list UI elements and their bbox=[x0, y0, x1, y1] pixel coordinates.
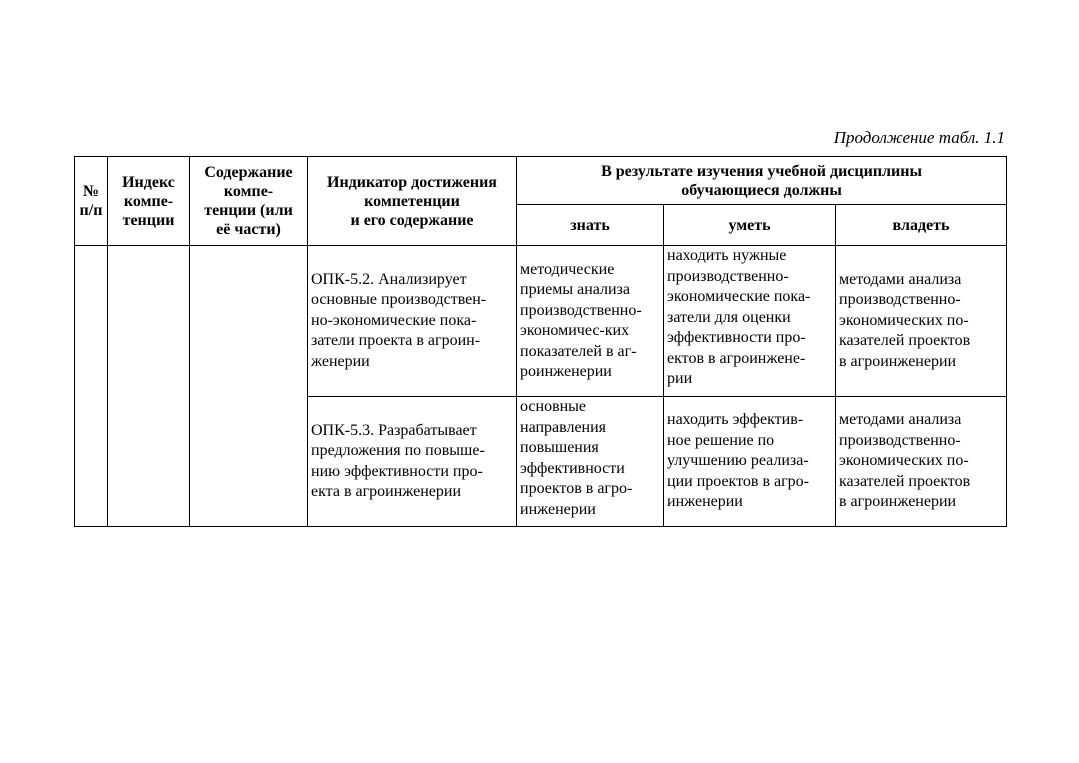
header-know: знать bbox=[517, 205, 664, 246]
cell-text-line: основные производствен- bbox=[311, 291, 487, 309]
cell-indicator bbox=[308, 397, 517, 527]
cell-text-line: улучшению реализа- bbox=[667, 452, 809, 470]
cell-text-line: основные bbox=[520, 398, 587, 415]
header-text-line: Индикатор достижения bbox=[327, 173, 497, 191]
header-text-line: компе- bbox=[223, 183, 274, 200]
header-text-line: В результате изучения учебной дисциплины bbox=[601, 162, 922, 180]
table-continuation-caption: Продолжение табл. 1.1 bbox=[833, 128, 1005, 147]
cell-text-line: экономических по- bbox=[839, 311, 969, 329]
header-num bbox=[75, 157, 108, 246]
cell-indicator bbox=[308, 246, 517, 397]
header-text-line: тенции bbox=[122, 211, 175, 229]
cell-text-line: методами анализа bbox=[839, 270, 962, 288]
cell-text-line: находить эффектив- bbox=[667, 411, 804, 429]
cell-text-line: эффективности про- bbox=[667, 329, 806, 346]
header-text-line: компе- bbox=[123, 192, 174, 210]
cell-own bbox=[836, 397, 1007, 527]
header-text-line: № bbox=[82, 183, 100, 200]
cell-text-line: казателей проектов bbox=[839, 332, 971, 350]
header-text-line: обучающиеся должны bbox=[681, 181, 842, 199]
cell-text-line: показателей в аг- bbox=[520, 342, 637, 360]
cell-text-line: инженерии bbox=[520, 500, 596, 518]
cell-text-line: но-экономические пока- bbox=[311, 311, 477, 329]
cell-text-line: производственно- bbox=[667, 267, 789, 285]
cell-text-line: предложения по повыше- bbox=[311, 442, 485, 459]
cell-can bbox=[664, 246, 836, 397]
header-text-line: Индекс bbox=[122, 173, 175, 191]
competency-table bbox=[74, 156, 1007, 527]
cell-can bbox=[664, 397, 836, 527]
header-text-line: п/п bbox=[79, 202, 103, 219]
header-row-1 bbox=[75, 157, 1007, 205]
cell-text-line: экономических по- bbox=[839, 452, 969, 470]
cell-text-line: нию эффективности про- bbox=[311, 462, 483, 480]
header-indicator bbox=[308, 157, 517, 246]
cell-text-line: женерии bbox=[311, 352, 370, 370]
cell-know bbox=[517, 246, 664, 397]
cell-text-line: роинженерии bbox=[520, 363, 612, 380]
cell-text-line: приемы анализа bbox=[520, 281, 630, 298]
cell-text-line: методами анализа bbox=[839, 411, 962, 429]
cell-text-line: эффективности bbox=[520, 459, 625, 477]
cell-text-line: затели для оценки bbox=[667, 308, 791, 326]
cell-text-line: ектов в агроинжене- bbox=[667, 349, 806, 367]
cell-text-line: ОПК-5.2. Анализирует bbox=[311, 270, 467, 288]
header-text-line: её части) bbox=[216, 221, 281, 238]
cell-text-line: рии bbox=[667, 370, 693, 387]
cell-own bbox=[836, 246, 1007, 397]
header-text-line: Содержание bbox=[204, 164, 293, 181]
cell-content bbox=[190, 246, 308, 527]
cell-text-line: ное решение по bbox=[667, 431, 775, 449]
cell-text-line: направления bbox=[520, 418, 607, 436]
cell-text-line: екта в агроинженерии bbox=[311, 483, 462, 500]
cell-text-line: производственно- bbox=[839, 291, 961, 309]
cell-index bbox=[108, 246, 190, 527]
header-index bbox=[108, 157, 190, 246]
header-own: владеть bbox=[836, 205, 1007, 246]
cell-text-line: казателей проектов bbox=[839, 472, 971, 490]
cell-text-line: инженерии bbox=[667, 493, 743, 511]
header-text-line: и его содержание bbox=[350, 211, 474, 229]
cell-text-line: проектов в агро- bbox=[520, 480, 633, 497]
cell-text-line: в агроинженерии bbox=[839, 352, 957, 370]
cell-text-line: производственно- bbox=[839, 431, 961, 449]
header-text-line: тенции (или bbox=[204, 202, 293, 219]
cell-text-line: повышения bbox=[520, 439, 599, 456]
cell-text-line: ОПК-5.3. Разрабатывает bbox=[311, 421, 477, 439]
cell-text-line: затели проекта в агроин- bbox=[311, 332, 481, 350]
cell-know bbox=[517, 397, 664, 527]
cell-text-line: ции проектов в агро- bbox=[667, 472, 809, 490]
cell-text-line: находить нужные bbox=[667, 247, 787, 264]
cell-text-line: экономические пока- bbox=[667, 288, 811, 305]
header-content bbox=[190, 157, 308, 246]
cell-text-line: экономичес-ких bbox=[520, 322, 630, 339]
table-row bbox=[75, 246, 1007, 397]
header-text-line: компетенции bbox=[364, 192, 460, 210]
cell-text-line: методические bbox=[520, 260, 615, 278]
header-can: уметь bbox=[664, 205, 836, 246]
header-result-group bbox=[517, 157, 1007, 205]
cell-text-line: в агроинженерии bbox=[839, 493, 957, 511]
cell-num bbox=[75, 246, 108, 527]
cell-text-line: производственно- bbox=[520, 301, 642, 319]
